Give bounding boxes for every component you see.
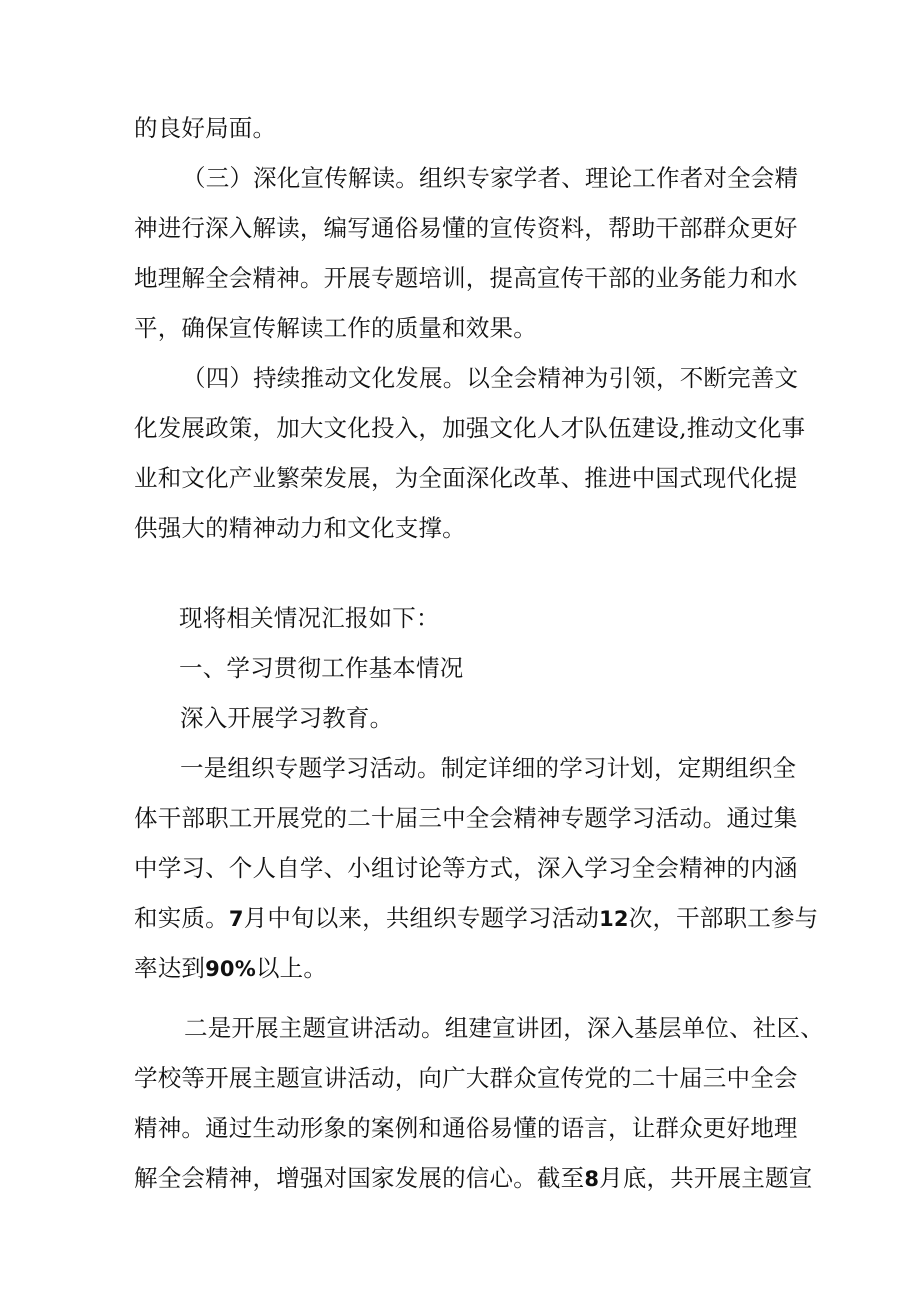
text-run: 解全会精神，增强对国家发展的信心。截至 xyxy=(134,1164,585,1192)
item-2-line: 二是开展主题宣讲活动。组建宣讲团，深入基层单位、社区、 xyxy=(184,1014,824,1042)
item-1-line xyxy=(134,903,818,933)
text-run: 月中旬以来，共组织专题学习活动 xyxy=(243,904,600,932)
number-run: 90% xyxy=(205,957,256,981)
item-1-line: 一是组织专题学习活动。制定详细的学习计划，定期组织全 xyxy=(180,754,797,782)
item-2-line xyxy=(134,1163,812,1193)
section-heading: 一、学习贯彻工作基本情况 xyxy=(179,654,464,682)
section-4-line: 业和文化产业繁荣发展，为全面深化改革、推进中国式现代化提 xyxy=(134,464,798,492)
text-run: 以上。 xyxy=(255,954,328,982)
report-intro: 现将相关情况汇报如下： xyxy=(179,604,440,632)
number-run: 7 xyxy=(228,907,244,931)
item-1-line xyxy=(134,953,327,983)
section-3-line: 神进行深入解读，编写通俗易懂的宣传资料，帮助干部群众更好 xyxy=(134,214,798,242)
text-run: 率达到 xyxy=(134,954,206,982)
section-4-line: 化发展政策，加大文化投入，加强文化人才队伍建设,推动文化事 xyxy=(134,414,806,442)
text-run: 和实质。 xyxy=(134,904,229,932)
text-run: 次，干部职工参与 xyxy=(628,904,819,932)
section-3-line: 平，确保宣传解读工作的质量和效果。 xyxy=(134,314,537,342)
text-run: 月底，共开展主题宣 xyxy=(599,1164,813,1192)
section-3-line: （三）深化宣传解读。组织专家学者、理论工作者对全会精 xyxy=(182,164,799,192)
item-2-line: 精神。通过生动形象的案例和通俗易懂的语言，让群众更好地理 xyxy=(134,1114,798,1142)
section-4-line: 供强大的精神动力和文化支撑。 xyxy=(134,514,466,542)
section-3-line: 地理解全会精神。开展专题培训，提高宣传干部的业务能力和水 xyxy=(134,264,798,292)
number-run: 8 xyxy=(584,1167,600,1191)
text-line: 的良好局面。 xyxy=(134,114,277,142)
number-run: 12 xyxy=(599,907,629,931)
section-4-line: （四）持续推动文化发展。以全会精神为引领，不断完善文 xyxy=(182,364,799,392)
item-1-line: 中学习、个人自学、小组讨论等方式，深入学习全会精神的内涵 xyxy=(134,854,798,882)
subheading: 深入开展学习教育。 xyxy=(180,704,394,732)
item-2-line: 学校等开展主题宣讲活动，向广大群众宣传党的二十届三中全会 xyxy=(134,1064,798,1092)
item-1-line: 体干部职工开展党的二十届三中全会精神专题学习活动。通过集 xyxy=(134,804,798,832)
